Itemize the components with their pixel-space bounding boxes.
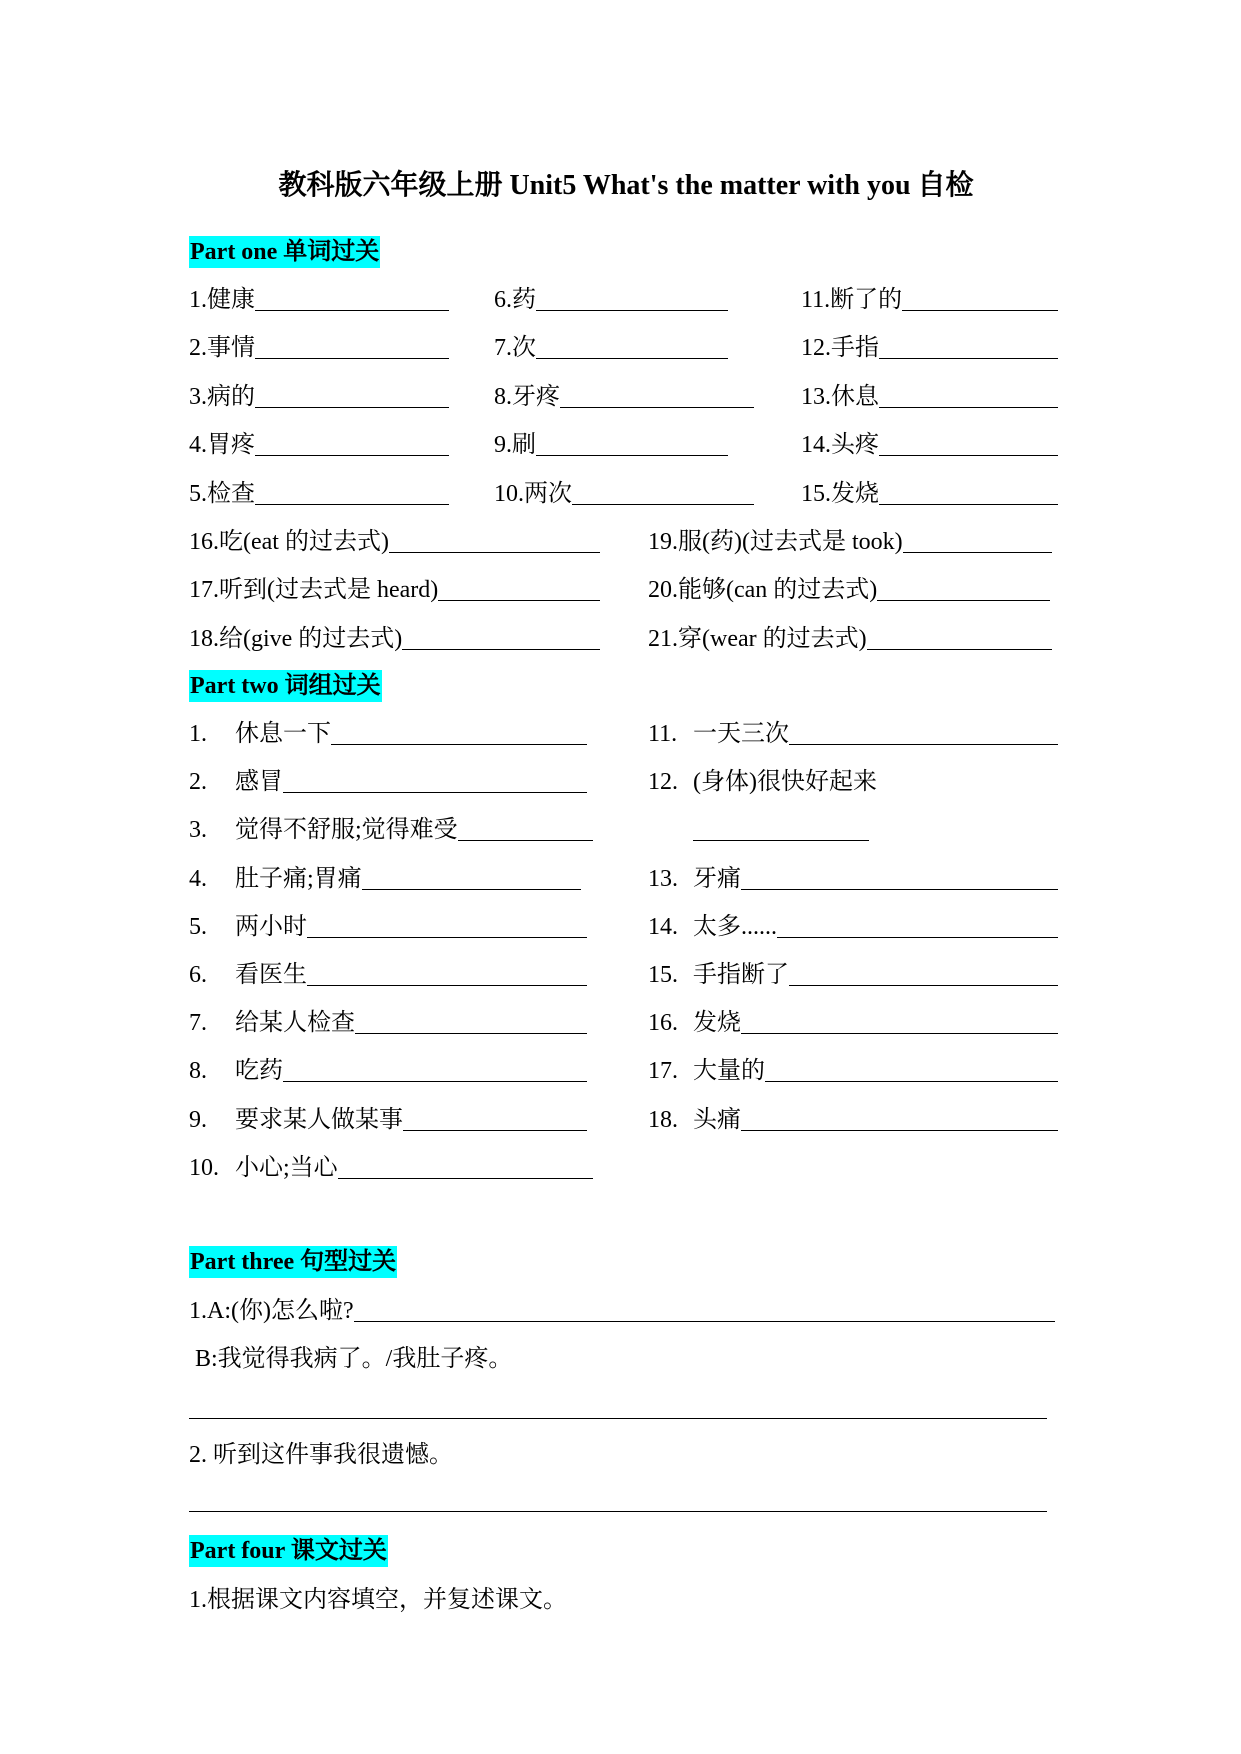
vocab-item-label: 13.休息 [801,384,879,410]
answer-blank [877,600,1050,601]
vocab-item-label: 15.发烧 [801,481,879,507]
phrase-item-label: 感冒 [235,769,283,795]
answer-blank [693,840,869,841]
phrase-item-label: 大量的 [693,1058,765,1084]
answer-blank [867,649,1052,650]
vocab-item-label: 5.检查 [189,481,255,507]
answer-blank [572,504,754,505]
vocab-item [801,478,1058,510]
phrase-item-number: 13. [648,866,678,892]
vocab-item [189,284,449,316]
phrase-item-label: 觉得不舒服;觉得难受 [235,817,458,843]
phrase-item-number: 2. [189,769,207,795]
vocab-item-label: 3.病的 [189,384,255,410]
phrase-item-continuation [693,814,869,846]
past-tense-item [189,623,600,655]
answer-blank [879,504,1058,505]
vocab-item [801,429,1058,461]
phrase-item-number: 4. [189,866,207,892]
phrase-item [189,766,587,798]
answer-blank [777,937,1058,938]
vocab-item-label: 12.手指 [801,335,879,361]
phrase-item-number: 18. [648,1107,678,1133]
answer-blank [255,455,449,456]
phrase-item-number: 15. [648,962,678,988]
vocab-item-label: 2.事情 [189,335,255,361]
vocab-item-label: 6.药 [494,287,536,313]
answer-blank [283,1081,587,1082]
phrase-item [648,911,1058,943]
sentence-item [189,1295,1055,1327]
phrase-item-label: 看医生 [235,962,307,988]
vocab-item [801,332,1058,364]
answer-blank [331,744,587,745]
phrase-item-label: (身体)很快好起来 [693,769,877,795]
vocab-item [189,429,449,461]
phrase-item-number: 3. [189,817,207,843]
phrase-item-label: 吃药 [235,1058,283,1084]
vocab-item-label: 1.健康 [189,287,255,313]
answer-blank [389,552,600,553]
phrase-item-number: 11. [648,721,678,747]
answer-line [189,1418,1047,1419]
phrase-item [189,1055,587,1087]
vocab-item [189,332,449,364]
phrase-item-label: 小心;当心 [235,1155,338,1181]
phrase-item-number: 6. [189,962,207,988]
vocab-item-label: 4.胃疼 [189,432,255,458]
phrase-item-number: 7. [189,1010,207,1036]
answer-blank [765,1081,1058,1082]
answer-blank [362,889,581,890]
phrase-item-label: 肚子痛;胃痛 [235,866,362,892]
answer-blank [536,455,728,456]
past-tense-item [648,574,1050,606]
phrase-item-number: 14. [648,914,678,940]
phrase-item [648,766,1058,798]
sentence-prompt: 2. 听到这件事我很遗憾。 [189,1442,453,1468]
phrase-item-label: 太多...... [693,914,777,940]
vocab-item-label: 10.两次 [494,481,572,507]
sentence-prompt: 1.A:(你)怎么啦? [189,1298,354,1324]
phrase-item-label: 休息一下 [235,721,331,747]
vocab-item-label: 7.次 [494,335,536,361]
part-two-heading: Part two 词组过关 [189,670,382,702]
past-tense-item [648,623,1052,655]
phrase-item [648,1007,1058,1039]
answer-blank [902,310,1058,311]
vocab-item [494,284,728,316]
phrase-item-label: 两小时 [235,914,307,940]
answer-line [189,1511,1047,1512]
phrase-item [189,718,587,750]
phrase-item [648,1055,1058,1087]
phrase-item-label: 发烧 [693,1010,741,1036]
vocab-item [494,381,754,413]
vocab-item-label: 14.头疼 [801,432,879,458]
vocab-item [189,381,449,413]
past-tense-item-label: 20.能够(can 的过去式) [648,577,878,603]
phrase-item-number: 8. [189,1058,207,1084]
past-tense-item-label: 16.吃(eat 的过去式) [189,529,389,555]
answer-blank [255,407,449,408]
phrase-item-number: 12. [648,769,678,795]
phrase-item-label: 一天三次 [693,721,789,747]
vocab-item-label: 9.刷 [494,432,536,458]
answer-blank [879,455,1058,456]
answer-blank [338,1178,593,1179]
phrase-item [189,814,593,846]
phrase-item [189,959,587,991]
text-task: 1.根据课文内容填空，并复述课文。 [189,1587,567,1613]
sentence-prompt: B:我觉得我病了。/我肚子疼。 [195,1346,513,1372]
past-tense-item [189,574,600,606]
phrase-item-number: 10. [189,1155,219,1181]
answer-blank [879,358,1058,359]
phrase-item-number: 9. [189,1107,207,1133]
vocab-item [189,478,449,510]
answer-blank [536,358,728,359]
answer-blank [355,1033,587,1034]
part-one-heading: Part one 单词过关 [189,236,380,268]
vocab-item [801,284,1058,316]
answer-blank [255,504,449,505]
answer-blank [741,1130,1058,1131]
past-tense-item-label: 18.给(give 的过去式) [189,626,403,652]
phrase-item-number: 5. [189,914,207,940]
answer-blank [402,649,600,650]
phrase-item-label: 头痛 [693,1107,741,1133]
phrase-item-label: 牙痛 [693,866,741,892]
phrase-item-number: 1. [189,721,207,747]
phrase-item [189,1104,587,1136]
answer-blank [789,985,1058,986]
answer-blank [879,407,1058,408]
answer-blank [255,310,449,311]
vocab-item-label: 11.断了的 [801,287,903,313]
phrase-item [189,911,587,943]
phrase-item [189,863,581,895]
answer-blank [903,552,1052,553]
past-tense-item [648,526,1052,558]
phrase-item-number: 17. [648,1058,678,1084]
page-title: 教科版六年级上册 Unit5 What's the matter with you 自检 [278,170,974,201]
answer-blank [741,1033,1058,1034]
answer-blank [255,358,449,359]
answer-blank [741,889,1058,890]
answer-blank [307,937,587,938]
vocab-item [494,429,728,461]
phrase-item [648,718,1058,750]
phrase-item-number: 16. [648,1010,678,1036]
answer-blank [536,310,728,311]
phrase-item-label: 要求某人做某事 [235,1107,403,1133]
past-tense-item-label: 21.穿(wear 的过去式) [648,626,867,652]
vocab-item [494,332,728,364]
phrase-item [189,1152,593,1184]
phrase-item-label: 给某人检查 [235,1010,355,1036]
phrase-item-label: 手指断了 [693,962,789,988]
phrase-item [189,1007,587,1039]
answer-blank [283,792,587,793]
answer-blank [438,600,600,601]
phrase-item [648,863,1058,895]
past-tense-item-label: 19.服(药)(过去式是 took) [648,529,903,555]
vocab-item [494,478,754,510]
part-three-heading: Part three 句型过关 [189,1246,397,1278]
vocab-item [801,381,1058,413]
answer-blank [354,1321,1055,1322]
vocab-item-label: 8.牙疼 [494,384,560,410]
answer-blank [403,1130,587,1131]
answer-blank [560,407,754,408]
answer-blank [307,985,587,986]
answer-blank [458,840,593,841]
phrase-item [648,959,1058,991]
part-four-heading: Part four 课文过关 [189,1535,388,1567]
answer-blank [789,744,1058,745]
past-tense-item [189,526,600,558]
past-tense-item-label: 17.听到(过去式是 heard) [189,577,439,603]
phrase-item [648,1104,1058,1136]
